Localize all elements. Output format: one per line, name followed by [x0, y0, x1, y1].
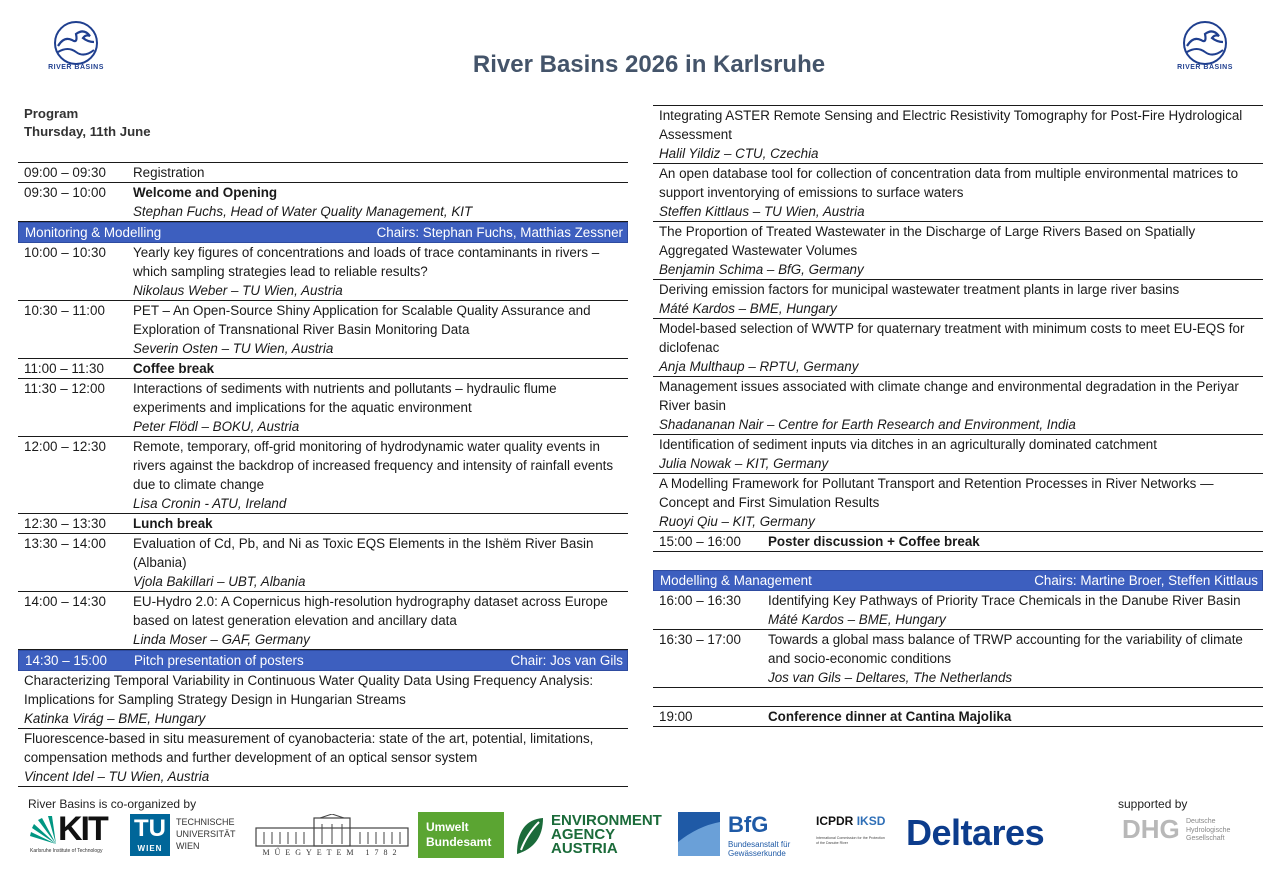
schedule-entry	[127, 243, 628, 300]
entry-author: Linda Moser – GAF, Germany	[133, 632, 310, 647]
schedule-time: 16:30 – 17:00	[659, 632, 741, 647]
schedule-row	[18, 243, 628, 301]
schedule-row	[18, 379, 628, 437]
dhg-line3: Gesellschaft	[1186, 835, 1225, 842]
schedule-row	[653, 532, 1263, 552]
schedule-row	[653, 164, 1263, 222]
schedule-entry	[653, 319, 1263, 376]
session-chairs: Chair: Jos van Gils	[510, 653, 623, 668]
entry-title: Identification of sediment inputs via ditches in an agriculturally dominated catchment	[659, 437, 1157, 452]
uba-logo	[418, 812, 504, 858]
eaa-line2: AGENCY	[551, 826, 616, 843]
entry-title: Conference dinner at Cantina Majolika	[768, 709, 1012, 724]
eaa-line1: ENVIRONMENT	[551, 812, 662, 829]
entry-author: Stephan Fuchs, Head of Water Quality Management, KIT	[133, 204, 473, 219]
coorganized-label: River Basins is co-organized by	[28, 797, 197, 811]
schedule-row	[18, 729, 628, 787]
bme-building-icon	[254, 814, 410, 848]
entry-title: Remote, temporary, off-grid monitoring of hydrodynamic water quality events in rivers against the backdrop of increased frequency and intensity of rainfall events due to climate change	[133, 439, 614, 492]
dhg-name: DHG	[1122, 814, 1180, 844]
icpdr-logo	[816, 814, 896, 858]
entry-author: Severin Osten – TU Wien, Austria	[133, 341, 334, 356]
schedule-time: 15:00 – 16:00	[659, 534, 741, 549]
schedule-entry	[127, 359, 628, 378]
session-title: Pitch presentation of posters	[134, 653, 304, 668]
schedule-row	[653, 435, 1263, 474]
entry-title: Model-based selection of WWTP for quaternary treatment with minimum costs to meet EU-EQS for diclofenac	[659, 321, 1245, 355]
schedule-entry	[653, 164, 1263, 221]
schedule-entry	[762, 532, 1263, 551]
entry-title: A Modelling Framework for Pollutant Transport and Retention Processes in River Networks — Concept and First Simulation Results	[659, 476, 1214, 510]
entry-author: Vjola Bakillari – UBT, Albania	[133, 574, 306, 589]
icpdr-sub: International Commission for the Protection of the Danube River	[816, 836, 885, 845]
entry-title: Fluorescence-based in situ measurement of cyanobacteria: state of the art, potential, limitations, compensation methods and further development of an optical sensor system	[24, 731, 594, 765]
tu-sub: WIEN	[137, 844, 163, 853]
schedule-entry	[127, 379, 628, 436]
schedule-entry	[127, 534, 628, 591]
schedule-entry	[653, 106, 1263, 163]
bfg-wave-icon	[678, 812, 720, 856]
schedule-time: 10:00 – 10:30	[24, 245, 106, 260]
entry-title: Registration	[133, 165, 205, 180]
eaa-leaf-icon	[515, 816, 545, 856]
tu-text	[176, 816, 236, 852]
entry-author: Máté Kardos – BME, Hungary	[659, 301, 837, 316]
schedule-row	[653, 222, 1263, 280]
left-schedule	[18, 162, 628, 787]
schedule-entry	[762, 591, 1263, 629]
entry-title: Integrating ASTER Remote Sensing and Electric Resistivity Tomography for Post-Fire Hydrological Assessment	[659, 108, 1243, 142]
session-time: 14:30 – 15:00	[25, 653, 107, 668]
entry-author: Lisa Cronin - ATU, Ireland	[133, 496, 287, 511]
session-header	[653, 570, 1263, 591]
program-label: Program	[24, 106, 79, 121]
session-chairs: Chairs: Martine Broer, Steffen Kittlaus	[1034, 573, 1258, 588]
schedule-row	[653, 319, 1263, 377]
entry-author: Julia Nowak – KIT, Germany	[659, 456, 829, 471]
entry-title: The Proportion of Treated Wastewater in the Discharge of Large Rivers Based on Spatially Aggregated Wastewater Volumes	[659, 224, 1196, 258]
schedule-entry	[762, 707, 1263, 726]
schedule-entry	[127, 514, 628, 533]
right-schedule	[653, 105, 1263, 727]
entry-author: Ruoyi Qiu – KIT, Germany	[659, 514, 815, 529]
entry-author: Jos van Gils – Deltares, The Netherlands	[768, 670, 1013, 685]
schedule-entry	[127, 301, 628, 358]
schedule-entry	[653, 435, 1263, 473]
schedule-time: 13:30 – 14:00	[24, 536, 106, 551]
schedule-row	[653, 377, 1263, 435]
entry-author: Katinka Virág – BME, Hungary	[24, 711, 206, 726]
schedule-time: 14:00 – 14:30	[24, 594, 106, 609]
tu-badge	[130, 814, 170, 856]
entry-title: Welcome and Opening	[133, 185, 278, 200]
entry-title: Management issues associated with climate change and environmental degradation in the Periyar River basin	[659, 379, 1239, 413]
schedule-time: 16:00 – 16:30	[659, 593, 741, 608]
schedule-entry	[653, 474, 1263, 531]
schedule-time: 11:30 – 12:00	[24, 381, 105, 396]
session-chairs: Chairs: Stephan Fuchs, Matthias Zessner	[376, 225, 623, 240]
schedule-gap	[653, 552, 1263, 570]
dhg-logo	[1122, 814, 1242, 858]
schedule-row	[18, 183, 628, 222]
entry-title: Lunch break	[133, 516, 213, 531]
entry-title: Deriving emission factors for municipal wastewater treatment plants in large river basins	[659, 282, 1180, 297]
entry-title: Identifying Key Pathways of Priority Trace Chemicals in the Danube River Basin	[768, 593, 1241, 608]
entry-title: Interactions of sediments with nutrients and pollutants – hydraulic flume experiments and implications for the aquatic environment	[133, 381, 557, 415]
schedule-row	[18, 437, 628, 514]
schedule-row	[18, 514, 628, 534]
session-header	[18, 650, 628, 671]
entry-title: Characterizing Temporal Variability in Continuous Water Quality Data Using Frequency Analysis: Implications for Sampling Strategy Design in Hungarian Streams	[24, 673, 594, 707]
entry-author: Vincent Idel – TU Wien, Austria	[24, 769, 210, 784]
page-title: River Basins 2026 in Karlsruhe	[472, 51, 826, 78]
tu-mark: TU	[134, 815, 166, 842]
schedule-row	[653, 105, 1263, 164]
schedule-entry	[127, 437, 628, 513]
schedule-row	[653, 591, 1263, 630]
schedule-time: 19:00	[659, 709, 693, 724]
schedule-time: 12:30 – 13:30	[24, 516, 106, 531]
bfg-name: BfG	[728, 812, 769, 837]
entry-author: Nikolaus Weber – TU Wien, Austria	[133, 283, 343, 298]
program-right-column	[653, 105, 1263, 727]
bfg-line1: Bundesanstalt für	[728, 840, 791, 849]
entry-title: Evaluation of Cd, Pb, and Ni as Toxic EQS Elements in the Ishëm River Basin (Albania)	[133, 536, 594, 570]
uba-line2: Bundesamt	[426, 835, 492, 849]
kit-fan-icon	[30, 816, 58, 846]
tu-line2: UNIVERSITÄT	[176, 829, 236, 839]
bfg-text	[728, 840, 790, 858]
schedule-time: 12:00 – 12:30	[24, 439, 106, 454]
entry-author: Shadananan Nair – Centre for Earth Research and Environment, India	[659, 417, 1076, 432]
entry-title: An open database tool for collection of concentration data from multiple environmental matrices to support inventorying of emissions to surface waters	[659, 166, 1239, 200]
schedule-time: 09:30 – 10:00	[24, 185, 106, 200]
entry-title: Coffee break	[133, 361, 215, 376]
entry-title: Poster discussion + Coffee break	[768, 534, 980, 549]
schedule-time: 11:00 – 11:30	[24, 361, 104, 376]
deltares-logo: Deltares	[906, 812, 1045, 853]
schedule-entry	[127, 592, 628, 649]
schedule-entry	[653, 222, 1263, 279]
session-header	[18, 222, 628, 243]
entry-title: Yearly key figures of concentrations and loads of trace contaminants in rivers – which sampling strategies lead to reliable results?	[133, 245, 600, 279]
schedule-time: 10:30 – 11:00	[24, 303, 105, 318]
program-day: Thursday, 11th June	[24, 124, 151, 139]
session-title: Monitoring & Modelling	[25, 225, 162, 240]
schedule-row	[18, 301, 628, 359]
schedule-entry	[127, 183, 628, 221]
schedule-row	[18, 534, 628, 592]
schedule-entry	[18, 729, 628, 786]
kit-name: KIT	[58, 810, 107, 848]
bme-text: MŰEGYETEM 1782	[262, 848, 402, 857]
schedule-entry	[762, 630, 1263, 687]
schedule-row	[18, 162, 628, 183]
supported-label: supported by	[1118, 797, 1188, 811]
bfg-line2: Gewässerkunde	[728, 849, 786, 858]
dhg-text	[1186, 818, 1230, 844]
program-header	[18, 105, 628, 141]
schedule-row	[18, 592, 628, 650]
tu-line1: TECHNISCHE	[176, 817, 235, 827]
schedule-time: 09:00 – 09:30	[24, 165, 106, 180]
icpdr-title	[816, 814, 896, 828]
kit-sub: Karlsruhe Institute of Technology	[30, 848, 103, 854]
entry-title: EU-Hydro 2.0: A Copernicus high-resolution hydrography dataset across Europe based on latest generation elevation and ancillary data	[133, 594, 608, 628]
icpdr-alt: IKSD	[856, 814, 886, 828]
tu-line3: WIEN	[176, 841, 200, 851]
entry-author: Peter Flödl – BOKU, Austria	[133, 419, 300, 434]
logo-caption: RIVER BASINS	[48, 64, 104, 71]
schedule-empty-row	[653, 688, 1263, 707]
eaa-text	[551, 814, 662, 856]
bme-logo	[254, 814, 410, 858]
uba-line1: Umwelt	[426, 820, 469, 834]
icpdr-name: ICPDR	[816, 814, 854, 828]
schedule-row	[653, 707, 1263, 727]
schedule-row	[653, 630, 1263, 688]
schedule-entry	[653, 280, 1263, 318]
eaa-logo	[515, 814, 670, 858]
dhg-line1: Deutsche	[1186, 818, 1216, 825]
schedule-row	[653, 474, 1263, 532]
session-title: Modelling & Management	[660, 573, 812, 588]
entry-author: Anja Multhaup – RPTU, Germany	[659, 359, 859, 374]
entry-title: PET – An Open-Source Shiny Application for Scalable Quality Assurance and Exploration of Transnational River Basin Monitoring Data	[133, 303, 591, 337]
schedule-row	[653, 280, 1263, 319]
schedule-entry	[18, 671, 628, 728]
entry-author: Benjamin Schima – BfG, Germany	[659, 262, 864, 277]
entry-author: Máté Kardos – BME, Hungary	[768, 612, 946, 627]
dhg-line2: Hydrologische	[1186, 826, 1231, 834]
tu-wien-logo	[130, 814, 240, 856]
program-left-column	[18, 105, 628, 787]
bfg-logo	[678, 812, 802, 858]
entry-author: Steffen Kittlaus – TU Wien, Austria	[659, 204, 865, 219]
schedule-row	[18, 359, 628, 379]
logo-caption: RIVER BASINS	[1177, 64, 1233, 71]
schedule-row	[18, 671, 628, 729]
entry-title: Towards a global mass balance of TRWP accounting for the variability of climate and socio-economic conditions	[768, 632, 1243, 666]
entry-author: Halil Yildiz – CTU, Czechia	[659, 146, 819, 161]
eaa-line3: AUSTRIA	[551, 840, 618, 857]
schedule-entry	[653, 377, 1263, 434]
schedule-entry	[127, 163, 628, 182]
